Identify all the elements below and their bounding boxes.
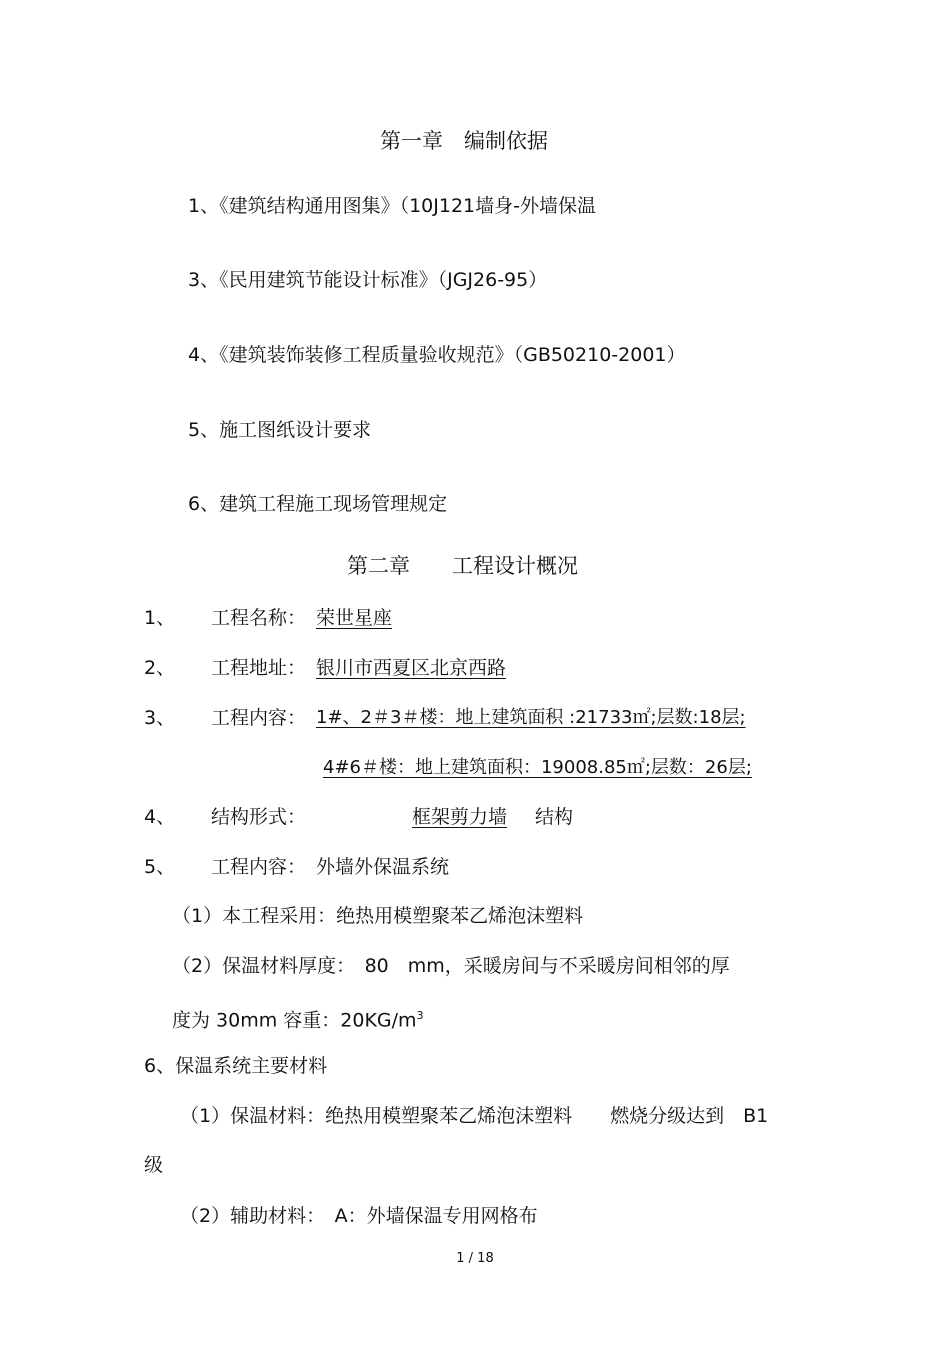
sub-item: （1）本工程采用：绝热用模塑聚苯乙烯泡沫塑料 [172,905,584,927]
chapter1-item: 6、建筑工程施工现场管理规定 [188,493,448,515]
row-number: 5、 [144,856,176,878]
row-number: 2、 [144,657,176,679]
row-value: 外墙外保温系统 [316,856,450,878]
project-content-value-2: 4#6＃楼：地上建筑面积：19008.85㎡;层数：26层; [323,757,752,778]
row-number: 1、 [144,607,176,629]
project-name-value: 荣世星座 [316,607,393,629]
chapter1-item: 5、施工图纸设计要求 [188,419,372,441]
structure-type-value: 框架剪力墙 [412,806,508,828]
superscript: 3 [416,1009,424,1022]
row-label: 工程内容： [211,707,307,729]
sub-item: （2）保温材料厚度： 80 mm，采暖房间与不采暖房间相邻的厚 [172,955,730,977]
sub-item-text: 度为 30mm 容重：20KG/m [172,1009,417,1032]
chapter1-item: 4、《建筑装饰装修工程质量验收规范》（GB50210-2001） [188,344,686,366]
section-heading: 6、保温系统主要材料 [144,1055,328,1077]
chapter1-title: 第一章 编制依据 [380,129,548,153]
structure-type-suffix: 结构 [535,806,574,828]
project-content-value: 1#、2＃3＃楼：地上建筑面积 :21733㎡;层数:18层; [316,707,746,728]
sub-item: （1）保温材料：绝热用模塑聚苯乙烯泡沫塑料 燃烧分级达到 B1 [180,1105,769,1127]
page-number: 1 / 18 [456,1251,494,1266]
row-label: 工程内容： [211,856,307,878]
row-number: 4、 [144,806,176,828]
row-label: 工程名称： [211,607,307,629]
row-label: 工程地址： [211,657,307,679]
chapter2-title: 第二章 工程设计概况 [347,554,578,578]
chapter1-item: 1、《建筑结构通用图集》（10J121墙身-外墙保温 [188,195,596,217]
row-label: 结构形式： [211,806,307,828]
chapter1-item: 3、《民用建筑节能设计标准》（JGJ26-95） [188,269,548,291]
row-number: 3、 [144,707,176,729]
sub-item: （2）辅助材料： A：外墙保温专用网格布 [180,1205,538,1227]
project-address-value: 银川市西夏区北京西路 [316,657,507,679]
sub-item-continued: 级 [144,1154,164,1176]
sub-item-continued [172,1004,424,1032]
